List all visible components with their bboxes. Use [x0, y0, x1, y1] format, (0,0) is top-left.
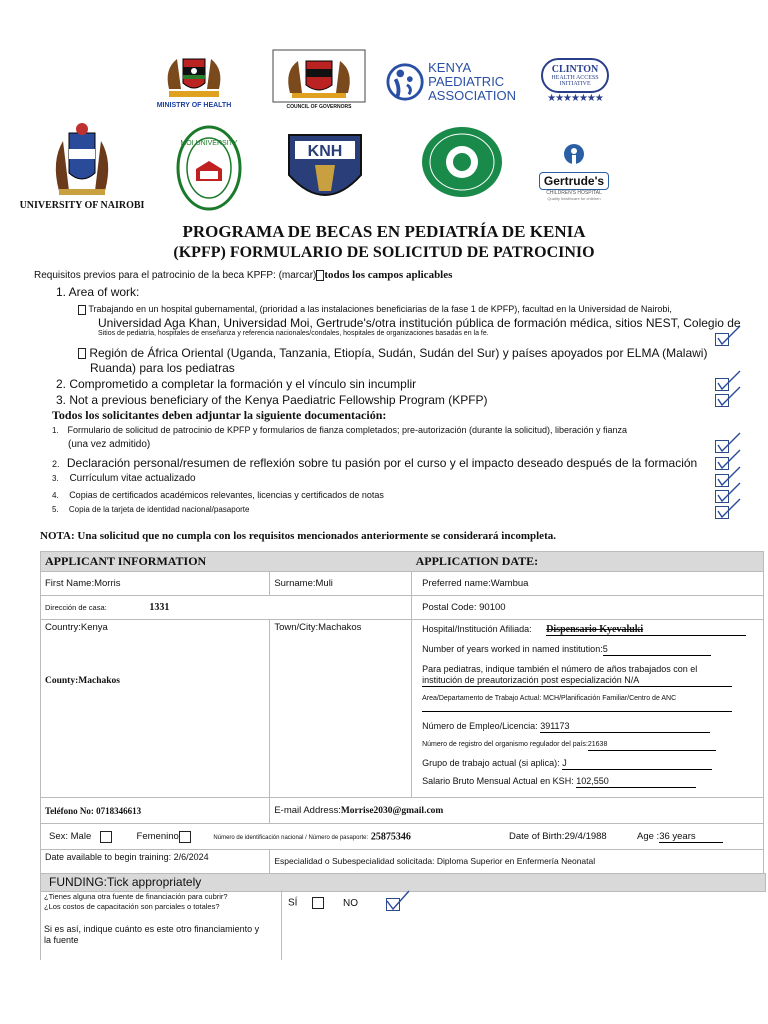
- doc-item-4: [52, 490, 384, 500]
- knh-logo: [284, 130, 366, 214]
- male-checkbox[interactable]: [100, 831, 112, 843]
- specialty-field[interactable]: Especialidad o Subespecialidad solicitada: Diploma Superior en Enfermería Neonatal: [274, 856, 596, 866]
- funding-header-text: FUNDING:Tick appropriately: [49, 875, 202, 889]
- employee-label: Número de Empleo/Licencia:: [422, 721, 538, 731]
- age-field[interactable]: [637, 831, 723, 843]
- prereq-item1a-tiny: Sitios de pediatría, hospitales de enseñanza y referencia nacionales/condales, hospitales de organizaciones basadas en la fe.: [98, 330, 489, 337]
- kpa-line2: PAEDIATRIC: [428, 74, 505, 89]
- kpa-line1: KENYA: [428, 60, 472, 75]
- workgroup-row: [422, 758, 759, 770]
- gertrudes-tag: Quality healthcare for children: [547, 195, 601, 201]
- hospital-row: [422, 624, 759, 636]
- funding-question-1: ¿Tienes alguna otra fuente de financiación para cubrir?: [44, 892, 228, 901]
- clinton-health-access-logo: [536, 52, 614, 110]
- moi-text: MOI UNIVERSITY: [180, 140, 238, 147]
- doc-num: 2.: [52, 459, 60, 469]
- checkbox-icon[interactable]: [78, 305, 86, 315]
- doc-item-2: [52, 456, 697, 470]
- funding-yes-option[interactable]: [288, 897, 358, 909]
- workgroup-value[interactable]: J: [562, 758, 712, 770]
- doc-item-1-cont: (una vez admitido): [68, 439, 151, 450]
- no-tick-box[interactable]: [386, 898, 400, 911]
- council-of-governors-logo: [270, 46, 368, 112]
- personal-details-row: [41, 824, 764, 850]
- funding-question-2: ¿Los costos de capacitación son parciales o totales?: [44, 902, 220, 911]
- doc-text: Declaración personal/resumen de reflexión sobre tu pasión por el curso y el impacto deseado después de la formación: [66, 456, 698, 470]
- dob-field[interactable]: Date of Birth:29/4/1988: [509, 831, 607, 842]
- employee-value[interactable]: 391173: [540, 721, 710, 733]
- clinton-stars-icon: ★★★★★★★: [547, 93, 603, 104]
- gertrudes-sub: CHILDREN'S HOSPITAL: [546, 189, 602, 196]
- preferred-name-field[interactable]: Preferred name:Wambua: [412, 572, 764, 596]
- funding-questions: [44, 892, 228, 912]
- years-label: Number of years worked in named institution:: [422, 644, 603, 654]
- county-field[interactable]: County:Machakos: [45, 676, 120, 686]
- doc-num: 1.: [52, 426, 59, 435]
- incomplete-note: NOTA: Una solicitud que no cumpla con los requisitos mencionados anteriormente se considerará incompleta.: [40, 530, 556, 542]
- years-value[interactable]: 5: [603, 644, 711, 656]
- yes-label: SÍ: [288, 897, 298, 909]
- prereq-item2: 2. Comprometido a completar la formación y el vínculo sin incumplir: [56, 377, 417, 391]
- age-value: 36 years: [659, 831, 723, 843]
- funding-question-3-line2: la fuente: [44, 935, 79, 945]
- form-title-line1: PROGRAMA DE BECAS EN PEDIATRÍA DE KENIA: [182, 222, 586, 241]
- prereq-item1b-line2: Ruanda) para los pediatras: [90, 361, 235, 375]
- years-row: [422, 644, 759, 656]
- hospital-label: Hospital/Institución Afiliada:: [422, 624, 532, 634]
- kpa-line3: ASSOCIATION: [428, 88, 516, 103]
- salary-value[interactable]: 102,550: [576, 776, 696, 788]
- prereq-intro-bold: todos los campos aplicables: [324, 269, 453, 281]
- council-caption: COUNCIL OF GOVERNORS: [286, 103, 352, 110]
- peds-label-line2[interactable]: institución de preautorización post especialización N/A: [422, 675, 732, 687]
- funding-question-3: [44, 924, 259, 946]
- doc-text: Copia de la tarjeta de identidad nacional/pasaporte: [68, 505, 250, 514]
- email-value[interactable]: Morrise2030@gmail.com: [340, 806, 444, 816]
- address-label: Dirección de casa:: [45, 603, 107, 612]
- prereq-item1a-small-text: Trabajando en un hospital gubernamental, (prioridad a las instalaciones beneficiarias de la fase 1 de KPFP), facultad en la Universidad de Nairobi,: [88, 304, 672, 314]
- tick-box[interactable]: [715, 506, 729, 519]
- doc-num: 4.: [52, 491, 59, 500]
- funding-question-3-line1: Si es así, indique cuánto es este otro financiamiento y: [44, 924, 260, 934]
- gertrudes-hospital-logo: [538, 134, 610, 208]
- knh-text: KNH: [307, 143, 343, 160]
- doc-item-5: [52, 505, 249, 514]
- home-address-field[interactable]: [41, 596, 412, 620]
- salary-label: Salario Bruto Mensual Actual en KSH:: [422, 776, 574, 786]
- clinton-line2: HEALTH ACCESS: [551, 75, 599, 81]
- prereq-intro-text: Requisitos previos para el patrocinio de la beca KPFP: (marcar): [34, 270, 317, 281]
- no-label: NO: [343, 897, 359, 909]
- email-cell: [270, 798, 764, 824]
- id-label: Número de identificación nacional / Número de pasaporte:: [213, 835, 369, 842]
- doc-text: Copias de certificados académicos relevantes, licencias y certificados de notas: [69, 490, 384, 500]
- registration-row: [422, 739, 759, 751]
- prereq-item1: 1. Area of work:: [56, 285, 140, 299]
- docs-heading: Todos los solicitantes deben adjuntar la siguiente documentación:: [52, 408, 387, 422]
- uon-caption: UNIVERSITY OF NAIROBI: [19, 200, 145, 211]
- prereq-intro: [34, 269, 452, 281]
- application-date-header: APPLICATION DATE:: [412, 552, 764, 572]
- clinton-line1: CLINTON: [551, 64, 599, 75]
- applicant-info-header: APPLICANT INFORMATION: [41, 552, 412, 572]
- yes-checkbox[interactable]: [312, 897, 324, 909]
- tick-box[interactable]: [715, 333, 729, 346]
- doc-text: Currículum vitae actualizado: [69, 473, 196, 484]
- employee-row: [422, 721, 759, 733]
- id-value[interactable]: 25875346: [370, 831, 411, 843]
- workgroup-label: Grupo de trabajo actual (si aplica):: [422, 758, 560, 768]
- prereq-item1a-small: [78, 304, 672, 315]
- doc-item-1: [52, 425, 627, 436]
- prereq-item1a-big: Universidad Aga Khan, Universidad Moi, Gertrude's/otra institución pública de formación médica, sitios NEST, Colegio de: [98, 316, 741, 330]
- hospital-value[interactable]: Dispensario Kyevaluki: [546, 624, 746, 636]
- female-label: Femenino: [136, 831, 179, 843]
- registration-label: Número de registro del organismo regulador del país:: [422, 741, 588, 748]
- postal-code-field[interactable]: Postal Code: 90100: [412, 596, 764, 620]
- doc-text: Formulario de solicitud de patrocinio de KPFP y formularios de fianza completados; pre-autorización (durante la solicitud), liberación y fianza: [67, 425, 628, 435]
- date-available-field[interactable]: Date available to begin training: 2/6/2024: [41, 850, 270, 891]
- peds-label-line1: Para pediatras, indique también el número de años trabajados con el: [422, 664, 698, 674]
- doc-num: 3.: [52, 474, 59, 483]
- female-checkbox[interactable]: [179, 831, 191, 843]
- age-label: Age :: [637, 831, 660, 842]
- tick-box[interactable]: [715, 394, 729, 407]
- prereq-item1b: [78, 346, 707, 360]
- area-field[interactable]: Area/Departamento de Trabajo Actual: MCH/Planificación Familiar/Centro de ANC: [422, 695, 677, 702]
- doc-item-3: [52, 473, 196, 484]
- prereq-item3: 3. Not a previous beneficiary of the Kenya Paediatric Fellowship Program (KPFP): [56, 393, 488, 407]
- email-label: E-mail Address:: [274, 805, 341, 816]
- green-emblem-logo: [418, 124, 506, 200]
- moi-university-logo: [175, 124, 243, 212]
- surname-field[interactable]: Surname:Muli: [270, 572, 412, 596]
- address-value: 1331: [149, 602, 170, 613]
- country-cell: [41, 620, 270, 798]
- prereq-item1b-text: Región de África Oriental (Uganda, Tanzania, Etiopía, Sudán, Sudán del Sur) y países apoyados por ELMA (Malawi): [89, 346, 708, 360]
- ministry-of-health-logo: [147, 46, 241, 112]
- doc-num: 5.: [52, 505, 59, 514]
- town-field[interactable]: Town/City:Machakos: [270, 620, 412, 798]
- knh-caption: QUALITY HEALTH CARE: [296, 201, 354, 207]
- salary-row: [422, 776, 759, 788]
- checkbox-icon[interactable]: [78, 348, 86, 359]
- institution-cell: [412, 620, 764, 798]
- phone-field[interactable]: Teléfono No: 0718346613: [41, 798, 270, 824]
- sex-label: Sex: Male: [49, 831, 92, 843]
- country-field[interactable]: Country:Kenya: [45, 622, 108, 633]
- clinton-line3: INITIATIVE: [559, 81, 591, 87]
- university-of-nairobi-logo: [19, 118, 145, 214]
- kenya-paediatric-association-logo: [386, 52, 516, 112]
- registration-value[interactable]: 21638: [588, 739, 716, 751]
- first-name-field[interactable]: First Name:Morris: [41, 572, 270, 596]
- form-title-line2: (KPFP) FORMULARIO DE SOLICITUD DE PATROCINIO: [173, 244, 595, 261]
- applicant-table: [40, 551, 764, 891]
- ministry-caption: MINISTRY OF HEALTH: [156, 102, 232, 109]
- gertrudes-text: Gertrude's: [539, 172, 609, 190]
